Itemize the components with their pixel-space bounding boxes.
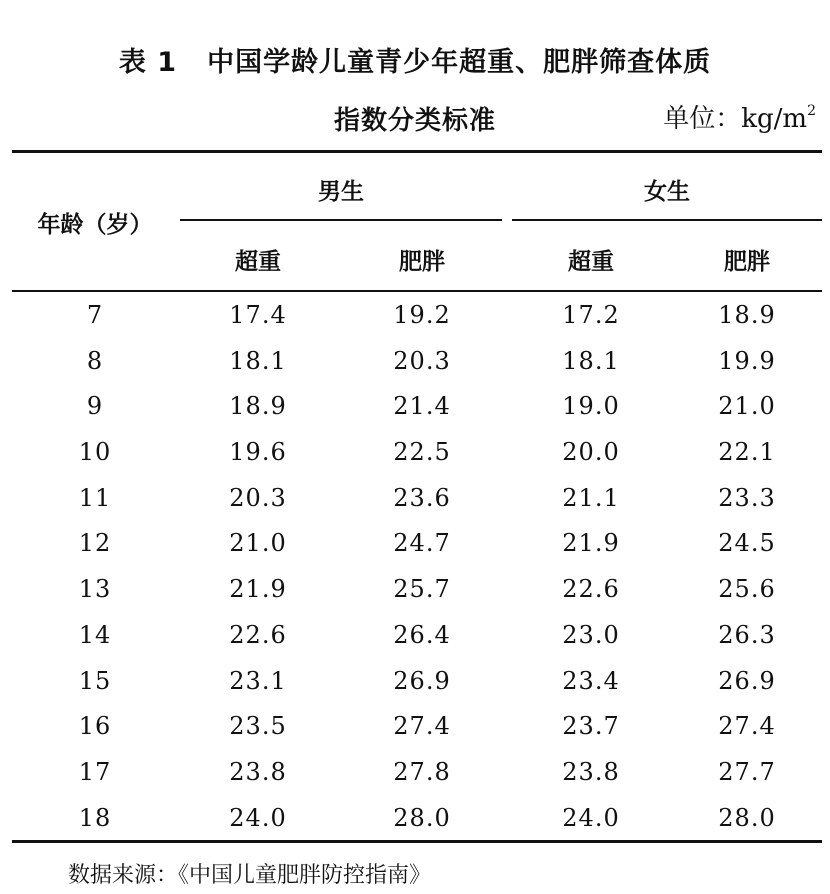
age-cell: 12: [78, 529, 112, 558]
female-obese-cell: 18.9: [718, 301, 776, 329]
male-header: 男生: [318, 179, 364, 205]
female-obese-cell: 23.3: [718, 483, 776, 512]
table-row: [0, 476, 830, 522]
male-obese-header: 肥胖: [399, 249, 445, 275]
age-cell: 10: [78, 438, 112, 467]
female-obese-cell: 24.5: [718, 529, 776, 558]
age-cell: 15: [78, 666, 112, 695]
age-cell: 7: [86, 301, 104, 329]
male-overweight-cell: 23.1: [229, 666, 287, 695]
male-overweight-header: 超重: [235, 249, 281, 275]
unit-label: [663, 98, 816, 135]
female-obese-cell: 19.9: [718, 346, 776, 375]
male-obese-cell: 21.4: [393, 392, 451, 421]
female-overweight-cell: 23.4: [562, 666, 620, 695]
female-overweight-cell: 22.6: [562, 575, 620, 604]
unit-text: 单位：kg/m: [663, 104, 808, 134]
source-note: 数据来源：《中国儿童肥胖防控指南》: [68, 863, 432, 888]
table-number: 表 1: [118, 47, 178, 78]
female-overweight-cell: 21.9: [562, 529, 620, 558]
age-cell: 13: [78, 575, 112, 604]
female-overweight-header: 超重: [568, 249, 614, 275]
female-obese-header: 肥胖: [724, 249, 770, 275]
female-overweight-cell: 24.0: [562, 803, 620, 832]
female-obese-cell: 28.0: [718, 803, 776, 832]
male-obese-cell: 28.0: [393, 803, 451, 832]
female-obese-cell: 25.6: [718, 575, 776, 604]
unit-exponent: 2: [807, 103, 816, 119]
age-cell: 16: [78, 712, 112, 741]
male-overweight-cell: 21.0: [229, 529, 287, 558]
female-obese-cell: 27.7: [718, 757, 776, 786]
male-overweight-cell: 18.9: [229, 392, 287, 421]
male-obese-cell: 26.4: [393, 620, 451, 649]
female-obese-cell: 27.4: [718, 712, 776, 741]
table-row: [0, 704, 830, 750]
female-overweight-cell: 20.0: [562, 438, 620, 467]
table-title: [0, 40, 830, 79]
male-obese-cell: 20.3: [393, 346, 451, 375]
male-overweight-cell: 18.1: [229, 346, 287, 375]
female-header-rule: [512, 219, 822, 221]
female-overweight-cell: 17.2: [562, 301, 620, 329]
table-row: [0, 567, 830, 613]
male-obese-cell: 23.6: [393, 483, 451, 512]
table-row: [0, 750, 830, 796]
table-row: [0, 293, 830, 339]
table-row: [0, 384, 830, 430]
table-row: [0, 430, 830, 476]
female-obese-cell: 22.1: [718, 438, 776, 467]
male-overweight-cell: 19.6: [229, 438, 287, 467]
female-overweight-cell: 23.8: [562, 757, 620, 786]
male-overweight-cell: 20.3: [229, 483, 287, 512]
bottom-rule: [12, 840, 822, 843]
male-overweight-cell: 23.5: [229, 712, 287, 741]
female-overweight-cell: 23.0: [562, 620, 620, 649]
table-row: [0, 521, 830, 567]
table-row: [0, 659, 830, 705]
male-obese-cell: 27.8: [393, 757, 451, 786]
female-overweight-cell: 19.0: [562, 392, 620, 421]
table-title-line2: 指数分类标准: [333, 106, 496, 136]
table-row: [0, 613, 830, 659]
female-overweight-cell: 18.1: [562, 346, 620, 375]
table-row: [0, 339, 830, 385]
header-rule: [12, 290, 822, 292]
table-row: [0, 796, 830, 842]
age-cell: 8: [86, 346, 104, 375]
table-body: [0, 293, 830, 841]
male-overweight-cell: 24.0: [229, 803, 287, 832]
age-cell: 9: [86, 392, 104, 421]
age-cell: 14: [78, 620, 112, 649]
male-header-rule: [180, 219, 502, 221]
male-obese-cell: 25.7: [393, 575, 451, 604]
female-overweight-cell: 21.1: [562, 483, 620, 512]
male-overweight-cell: 17.4: [229, 301, 287, 329]
female-overweight-cell: 23.7: [562, 712, 620, 741]
age-cell: 11: [78, 483, 112, 512]
male-obese-cell: 26.9: [393, 666, 451, 695]
male-obese-cell: 19.2: [393, 301, 451, 329]
female-header: 女生: [644, 179, 690, 205]
top-rule: [12, 150, 822, 153]
female-obese-cell: 26.3: [718, 620, 776, 649]
male-obese-cell: 22.5: [393, 438, 451, 467]
age-cell: 17: [78, 757, 112, 786]
age-header: 年龄（岁）: [37, 212, 153, 238]
table-title-line1: 中国学龄儿童青少年超重、肥胖筛查体质: [207, 47, 712, 78]
female-obese-cell: 26.9: [718, 666, 776, 695]
male-overweight-cell: 23.8: [229, 757, 287, 786]
female-obese-cell: 21.0: [718, 392, 776, 421]
male-obese-cell: 27.4: [393, 712, 451, 741]
male-overweight-cell: 21.9: [229, 575, 287, 604]
age-cell: 18: [78, 803, 112, 832]
male-obese-cell: 24.7: [393, 529, 451, 558]
male-overweight-cell: 22.6: [229, 620, 287, 649]
